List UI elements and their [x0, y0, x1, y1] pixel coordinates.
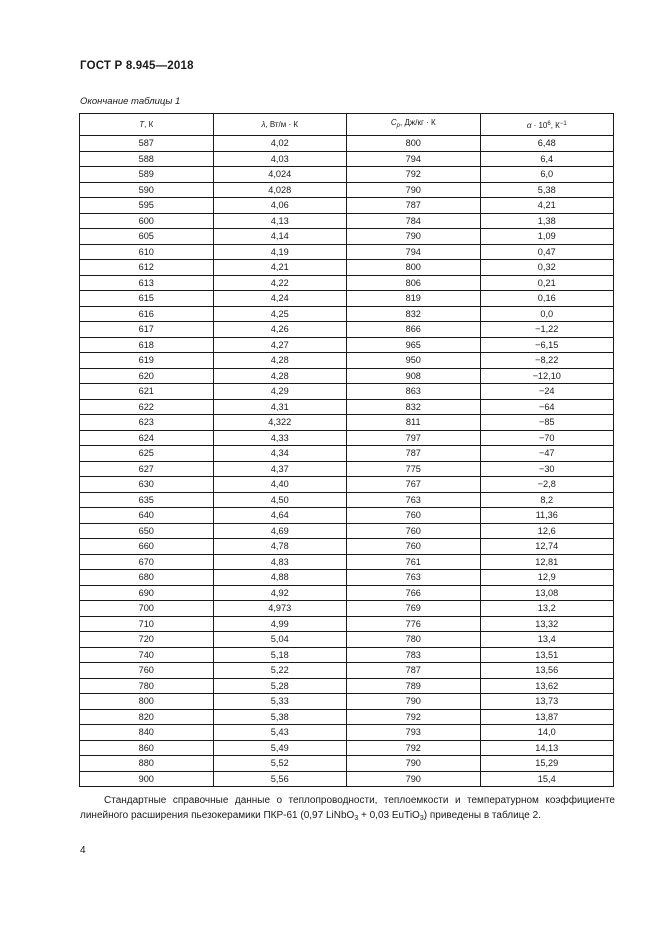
- cell-heat-capacity: 760: [347, 539, 481, 555]
- cell-expansion: 4,21: [480, 198, 614, 214]
- table-row: [80, 477, 614, 493]
- cell-expansion: −85: [480, 415, 614, 431]
- cell-heat-capacity: 766: [347, 585, 481, 601]
- cell-heat-capacity: 863: [347, 384, 481, 400]
- cell-heat-capacity: 908: [347, 368, 481, 384]
- cell-heat-capacity: 794: [347, 244, 481, 260]
- cell-heat-capacity: 767: [347, 477, 481, 493]
- table-row: [80, 539, 614, 555]
- cell-conductivity: 4,27: [213, 337, 347, 353]
- cell-heat-capacity: 790: [347, 756, 481, 772]
- cell-heat-capacity: 763: [347, 492, 481, 508]
- table-row: [80, 353, 614, 369]
- cell-heat-capacity: 806: [347, 275, 481, 291]
- cell-temperature: 612: [80, 260, 214, 276]
- cell-conductivity: 4,64: [213, 508, 347, 524]
- cell-temperature: 760: [80, 663, 214, 679]
- cell-expansion: 13,4: [480, 632, 614, 648]
- cell-expansion: 13,73: [480, 694, 614, 710]
- cell-heat-capacity: 792: [347, 709, 481, 725]
- cell-conductivity: 5,38: [213, 709, 347, 725]
- cell-heat-capacity: 790: [347, 182, 481, 198]
- cell-expansion: −1,22: [480, 322, 614, 338]
- cell-expansion: 0,21: [480, 275, 614, 291]
- cell-temperature: 620: [80, 368, 214, 384]
- cell-expansion: 13,32: [480, 616, 614, 632]
- header-expansion-unit-exp: −1: [559, 120, 567, 127]
- cell-heat-capacity: 792: [347, 740, 481, 756]
- cell-temperature: 605: [80, 229, 214, 245]
- cell-heat-capacity: 769: [347, 601, 481, 617]
- header-expansion-unit: , К: [550, 120, 560, 130]
- header-temperature-symbol: T: [139, 120, 145, 129]
- table-row: [80, 508, 614, 524]
- table-row: [80, 244, 614, 260]
- cell-conductivity: 4,37: [213, 461, 347, 477]
- cell-conductivity: 4,973: [213, 601, 347, 617]
- cell-conductivity: 4,28: [213, 368, 347, 384]
- cell-expansion: −70: [480, 430, 614, 446]
- header-expansion: [480, 114, 614, 136]
- cell-conductivity: 4,25: [213, 306, 347, 322]
- cell-expansion: 6,48: [480, 136, 614, 152]
- header-heat-capacity-symbol: C: [390, 118, 397, 127]
- cell-expansion: 14,0: [480, 725, 614, 741]
- cell-conductivity: 4,40: [213, 477, 347, 493]
- cell-conductivity: 5,04: [213, 632, 347, 648]
- cell-expansion: 8,2: [480, 492, 614, 508]
- cell-temperature: 720: [80, 632, 214, 648]
- header-conductivity-unit: , Вт/м · К: [265, 120, 299, 129]
- cell-expansion: −6,15: [480, 337, 614, 353]
- cell-conductivity: 5,33: [213, 694, 347, 710]
- table-row: [80, 337, 614, 353]
- cell-expansion: 13,56: [480, 663, 614, 679]
- table-row: [80, 570, 614, 586]
- cell-expansion: −12,10: [480, 368, 614, 384]
- cell-heat-capacity: 789: [347, 678, 481, 694]
- paragraph-sub-2: 3: [419, 814, 424, 822]
- cell-temperature: 615: [80, 291, 214, 307]
- cell-temperature: 600: [80, 213, 214, 229]
- table-row: [80, 446, 614, 462]
- table-row: [80, 756, 614, 772]
- cell-expansion: −64: [480, 399, 614, 415]
- paragraph-sub-1: 3: [354, 814, 359, 822]
- cell-temperature: 780: [80, 678, 214, 694]
- table-row: [80, 198, 614, 214]
- cell-temperature: 617: [80, 322, 214, 338]
- cell-conductivity: 5,18: [213, 647, 347, 663]
- cell-heat-capacity: 811: [347, 415, 481, 431]
- cell-expansion: 1,09: [480, 229, 614, 245]
- table-row: [80, 415, 614, 431]
- cell-conductivity: 4,03: [213, 151, 347, 167]
- cell-conductivity: 4,88: [213, 570, 347, 586]
- cell-heat-capacity: 792: [347, 167, 481, 183]
- table-row: [80, 229, 614, 245]
- cell-conductivity: 4,33: [213, 430, 347, 446]
- cell-conductivity: 5,22: [213, 663, 347, 679]
- cell-temperature: 700: [80, 601, 214, 617]
- cell-expansion: 14,13: [480, 740, 614, 756]
- cell-conductivity: 4,028: [213, 182, 347, 198]
- cell-heat-capacity: 761: [347, 554, 481, 570]
- cell-temperature: 610: [80, 244, 214, 260]
- cell-temperature: 690: [80, 585, 214, 601]
- cell-conductivity: 4,50: [213, 492, 347, 508]
- cell-heat-capacity: 800: [347, 260, 481, 276]
- header-expansion-mid: · 10: [531, 120, 548, 130]
- cell-temperature: 624: [80, 430, 214, 446]
- cell-conductivity: 5,28: [213, 678, 347, 694]
- cell-temperature: 710: [80, 616, 214, 632]
- cell-heat-capacity: 800: [347, 136, 481, 152]
- table-row: [80, 647, 614, 663]
- cell-temperature: 623: [80, 415, 214, 431]
- cell-heat-capacity: 950: [347, 353, 481, 369]
- cell-expansion: 12,6: [480, 523, 614, 539]
- header-temperature: [80, 114, 214, 136]
- cell-heat-capacity: 797: [347, 430, 481, 446]
- cell-expansion: 13,62: [480, 678, 614, 694]
- cell-temperature: 613: [80, 275, 214, 291]
- cell-temperature: 589: [80, 167, 214, 183]
- cell-temperature: 595: [80, 198, 214, 214]
- cell-temperature: 587: [80, 136, 214, 152]
- data-table: [79, 113, 614, 787]
- paragraph-part-1: Стандартные справочные данные о теплопроводности, теплоемкости и температурном коэффициенте линейного расширения пьезокерамики ПКР-61 (0,97 LiNbO: [80, 795, 615, 821]
- cell-conductivity: 4,13: [213, 213, 347, 229]
- cell-heat-capacity: 787: [347, 663, 481, 679]
- cell-temperature: 860: [80, 740, 214, 756]
- cell-temperature: 590: [80, 182, 214, 198]
- cell-expansion: 12,81: [480, 554, 614, 570]
- cell-expansion: −30: [480, 461, 614, 477]
- table-header-row: [80, 114, 614, 136]
- table-row: [80, 384, 614, 400]
- cell-temperature: 900: [80, 771, 214, 787]
- table-row: [80, 167, 614, 183]
- cell-heat-capacity: 790: [347, 771, 481, 787]
- table-body: [80, 136, 614, 787]
- cell-conductivity: 4,92: [213, 585, 347, 601]
- cell-expansion: −24: [480, 384, 614, 400]
- cell-expansion: 5,38: [480, 182, 614, 198]
- table-row: [80, 182, 614, 198]
- cell-conductivity: 5,52: [213, 756, 347, 772]
- cell-heat-capacity: 775: [347, 461, 481, 477]
- cell-heat-capacity: 965: [347, 337, 481, 353]
- cell-conductivity: 4,99: [213, 616, 347, 632]
- cell-heat-capacity: 794: [347, 151, 481, 167]
- table-row: [80, 399, 614, 415]
- cell-expansion: 13,87: [480, 709, 614, 725]
- cell-conductivity: 4,14: [213, 229, 347, 245]
- cell-heat-capacity: 783: [347, 647, 481, 663]
- table-row: [80, 632, 614, 648]
- cell-expansion: 6,4: [480, 151, 614, 167]
- cell-expansion: 15,29: [480, 756, 614, 772]
- table-row: [80, 709, 614, 725]
- cell-expansion: 0,32: [480, 260, 614, 276]
- cell-conductivity: 4,29: [213, 384, 347, 400]
- paragraph-part-3: ) приведены в таблице 2.: [423, 809, 541, 821]
- cell-expansion: 0,16: [480, 291, 614, 307]
- cell-conductivity: 4,34: [213, 446, 347, 462]
- table-row: [80, 523, 614, 539]
- cell-heat-capacity: 760: [347, 508, 481, 524]
- cell-heat-capacity: 787: [347, 198, 481, 214]
- cell-heat-capacity: 790: [347, 229, 481, 245]
- cell-conductivity: 4,22: [213, 275, 347, 291]
- cell-expansion: 12,9: [480, 570, 614, 586]
- table-row: [80, 601, 614, 617]
- cell-heat-capacity: 790: [347, 694, 481, 710]
- cell-conductivity: 4,02: [213, 136, 347, 152]
- cell-temperature: 625: [80, 446, 214, 462]
- cell-conductivity: 5,43: [213, 725, 347, 741]
- cell-expansion: −2,8: [480, 477, 614, 493]
- cell-conductivity: 4,28: [213, 353, 347, 369]
- cell-temperature: 619: [80, 353, 214, 369]
- table-row: [80, 306, 614, 322]
- cell-heat-capacity: 832: [347, 399, 481, 415]
- table-row: [80, 725, 614, 741]
- table-row: [80, 461, 614, 477]
- cell-temperature: 880: [80, 756, 214, 772]
- cell-heat-capacity: 760: [347, 523, 481, 539]
- cell-temperature: 622: [80, 399, 214, 415]
- cell-conductivity: 4,06: [213, 198, 347, 214]
- cell-expansion: −8,22: [480, 353, 614, 369]
- table-row: [80, 771, 614, 787]
- cell-temperature: 800: [80, 694, 214, 710]
- cell-heat-capacity: 793: [347, 725, 481, 741]
- table-row: [80, 678, 614, 694]
- header-heat-capacity-unit: , Дж/кг · К: [400, 118, 436, 127]
- cell-conductivity: 4,322: [213, 415, 347, 431]
- cell-heat-capacity: 780: [347, 632, 481, 648]
- cell-conductivity: 4,21: [213, 260, 347, 276]
- cell-heat-capacity: 787: [347, 446, 481, 462]
- table-row: [80, 585, 614, 601]
- cell-heat-capacity: 819: [347, 291, 481, 307]
- cell-conductivity: 4,78: [213, 539, 347, 555]
- cell-expansion: 11,36: [480, 508, 614, 524]
- cell-expansion: 13,08: [480, 585, 614, 601]
- table-row: [80, 136, 614, 152]
- table-row: [80, 275, 614, 291]
- table-row: [80, 213, 614, 229]
- table-row: [80, 151, 614, 167]
- cell-expansion: 12,74: [480, 539, 614, 555]
- table-row: [80, 368, 614, 384]
- cell-expansion: 13,2: [480, 601, 614, 617]
- cell-conductivity: 4,26: [213, 322, 347, 338]
- cell-expansion: 0,0: [480, 306, 614, 322]
- cell-temperature: 840: [80, 725, 214, 741]
- table-row: [80, 616, 614, 632]
- cell-conductivity: 4,83: [213, 554, 347, 570]
- cell-conductivity: 4,024: [213, 167, 347, 183]
- cell-heat-capacity: 763: [347, 570, 481, 586]
- cell-temperature: 618: [80, 337, 214, 353]
- table-row: [80, 740, 614, 756]
- body-paragraph: [80, 794, 615, 823]
- table-caption: Окончание таблицы 1: [80, 96, 181, 107]
- cell-conductivity: 4,31: [213, 399, 347, 415]
- cell-temperature: 616: [80, 306, 214, 322]
- cell-expansion: 1,38: [480, 213, 614, 229]
- cell-expansion: −47: [480, 446, 614, 462]
- header-expansion-exp: 6: [547, 120, 551, 127]
- header-heat-capacity: [347, 114, 481, 136]
- cell-heat-capacity: 784: [347, 213, 481, 229]
- cell-temperature: 740: [80, 647, 214, 663]
- table-row: [80, 260, 614, 276]
- header-expansion-symbol: α: [526, 120, 532, 130]
- header-conductivity-symbol: λ: [261, 120, 266, 129]
- cell-temperature: 640: [80, 508, 214, 524]
- cell-conductivity: 4,24: [213, 291, 347, 307]
- cell-temperature: 630: [80, 477, 214, 493]
- table-row: [80, 492, 614, 508]
- paragraph-part-2: + 0,03 EuTiO: [358, 809, 420, 821]
- table-row: [80, 554, 614, 570]
- page-number: 4: [80, 845, 86, 856]
- cell-temperature: 660: [80, 539, 214, 555]
- table-row: [80, 430, 614, 446]
- document-header: ГОСТ Р 8.945—2018: [80, 60, 194, 72]
- header-heat-capacity-sub: p: [396, 123, 400, 129]
- cell-heat-capacity: 866: [347, 322, 481, 338]
- cell-conductivity: 4,69: [213, 523, 347, 539]
- cell-conductivity: 4,19: [213, 244, 347, 260]
- table-row: [80, 291, 614, 307]
- table-row: [80, 694, 614, 710]
- cell-conductivity: 5,49: [213, 740, 347, 756]
- cell-temperature: 820: [80, 709, 214, 725]
- cell-heat-capacity: 832: [347, 306, 481, 322]
- cell-expansion: 0,47: [480, 244, 614, 260]
- cell-temperature: 627: [80, 461, 214, 477]
- header-conductivity: [213, 114, 347, 136]
- table-row: [80, 663, 614, 679]
- cell-expansion: 13,51: [480, 647, 614, 663]
- cell-temperature: 680: [80, 570, 214, 586]
- cell-expansion: 15,4: [480, 771, 614, 787]
- cell-temperature: 588: [80, 151, 214, 167]
- cell-temperature: 621: [80, 384, 214, 400]
- cell-heat-capacity: 776: [347, 616, 481, 632]
- table-row: [80, 322, 614, 338]
- cell-expansion: 6,0: [480, 167, 614, 183]
- cell-temperature: 670: [80, 554, 214, 570]
- cell-temperature: 635: [80, 492, 214, 508]
- cell-temperature: 650: [80, 523, 214, 539]
- cell-conductivity: 5,56: [213, 771, 347, 787]
- header-temperature-unit: , К: [144, 120, 154, 129]
